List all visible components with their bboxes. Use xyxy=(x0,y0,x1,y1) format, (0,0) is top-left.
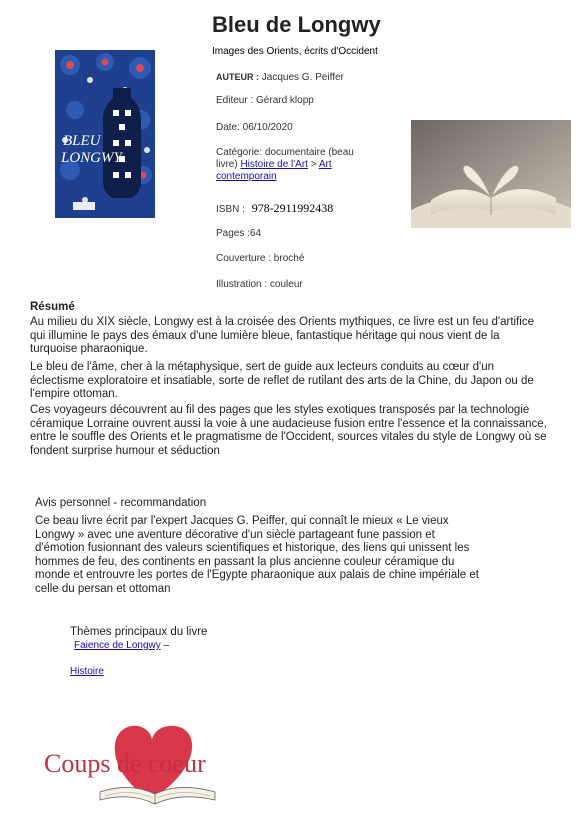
author-label: AUTEUR : xyxy=(216,72,259,82)
review-paragraph: Ce beau livre écrit par l'expert Jacques G. Peiffer, qui connaît le mieux « Le vieux Longwy » avec une aventure décorative d'un siècle partageant fune passion et d'émotion fusionnant des valeurs scientifiques et historique, des liens qui unissent les hommes de feu, des continents en passant la plus ancienne couleur céramique du monde et entrouvre les portes de l'Egypte pharaonique aux palais de chine impériale et celle du persan et ottoman xyxy=(35,515,479,595)
page-title: Bleu de Longwy xyxy=(212,12,381,37)
author-line xyxy=(216,72,344,83)
themes-heading: Thèmes principaux du livre xyxy=(70,626,208,638)
book-cover-image xyxy=(55,50,155,218)
isbn-line xyxy=(216,201,333,216)
category-prefix: Catégorie: documentaire (beau livre) xyxy=(216,147,354,170)
coups-de-coeur-logo xyxy=(40,712,270,812)
illustration-line: Illustration : couleur xyxy=(216,279,303,290)
publisher-line: Editeur : Gérard klopp xyxy=(216,95,314,106)
category-line xyxy=(216,147,376,183)
binding-line: Couverture : broché xyxy=(216,253,305,264)
author-value: Jacques G. Peiffer xyxy=(261,72,344,83)
category-link-art-contemporain[interactable]: Art contemporain xyxy=(216,159,332,182)
summary-heading: Résumé xyxy=(30,301,75,313)
themes-line-1 xyxy=(74,640,169,651)
open-book-heart-photo xyxy=(411,120,571,228)
isbn-value: 978-2911992438 xyxy=(251,201,334,215)
summary-paragraph-2: Le bleu de l'âme, cher à la métaphysique, sert de guide aux lecteurs conduits au cœur d'un éclectisme exploratoire et insatiable, sorte de reflet de rutilant des arts de la Chine, du Japon ou de l'empire ottoman. xyxy=(30,361,534,400)
logo-text: Coups de coeur xyxy=(44,749,206,778)
themes-line-2 xyxy=(70,661,104,679)
page-subtitle: Images des Orients, écrits d'Occident xyxy=(212,46,378,57)
date-line: Date: 06/10/2020 xyxy=(216,122,293,133)
review-heading: Avis personnel - recommandation xyxy=(35,497,207,509)
theme-link-faience[interactable]: Faience de Longwy xyxy=(74,640,161,651)
summary-paragraph-3: Ces voyageurs découvrent au fil des pages que les styles exotiques transposés par la technologie céramique Lorraine ouvrent aussi la voie à une audacieuse fusion entre l'essence et la connaissance, entre le souffle des Orients et le pragmatisme de l'Occident, sources vitales du style de Longwy où se fondent surprise humour et séduction xyxy=(30,404,547,457)
cover-title-line1: BLEU xyxy=(63,133,101,149)
pages-line: Pages :64 xyxy=(216,228,262,239)
theme-separator: – xyxy=(163,640,170,651)
theme-link-histoire[interactable]: Histoire xyxy=(70,666,104,677)
isbn-label: ISBN : xyxy=(216,204,245,215)
summary-paragraph-1: Au milieu du XIX siècle, Longwy est à la croisée des Orients mythiques, ce livre est un feu d'artifice qui illumine le pays des émaux d'une lumière bleue, fantastique héritage qui nous vient de la turquoise pharaonique. xyxy=(30,316,534,355)
cover-title-line2: LONGWY xyxy=(61,150,122,166)
category-separator: > xyxy=(310,159,317,170)
category-link-histoire-art[interactable]: Histoire de l'Art xyxy=(240,159,308,170)
